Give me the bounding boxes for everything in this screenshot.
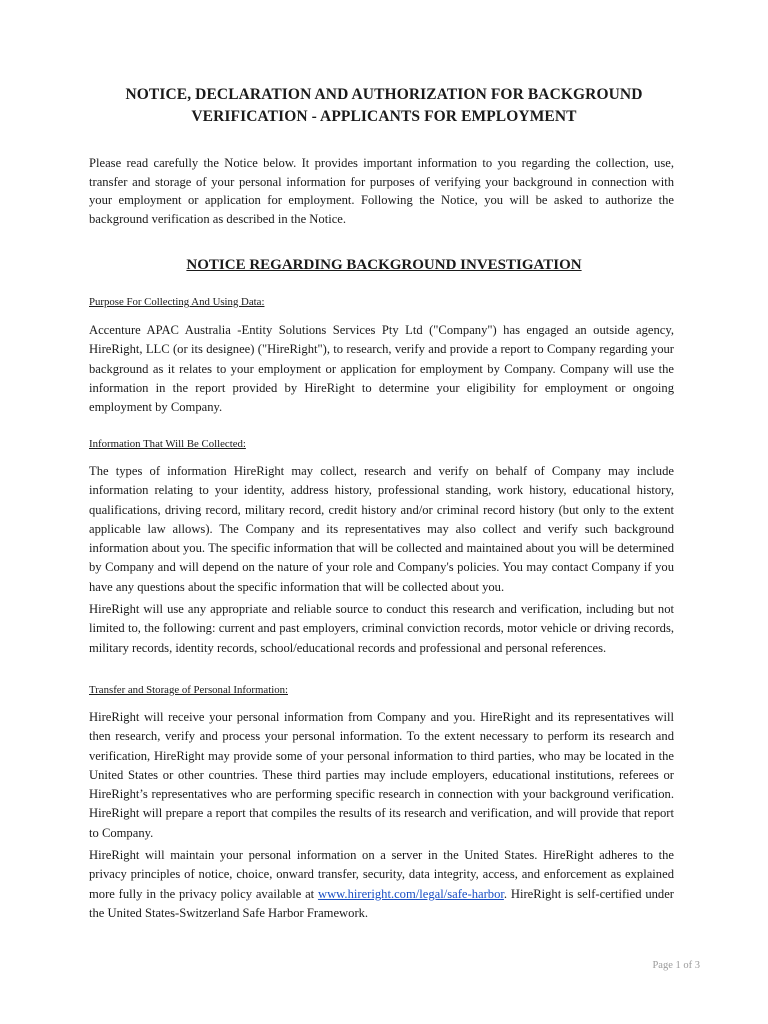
intro-paragraph: Please read carefully the Notice below. It provides important information to you regarding the collection, use, transfer and storage of your personal information for purposes of verifying your background in connection with your employment or application for employment. Following the Notice, you will be asked to authorize the background verification as described in the Notice. xyxy=(89,156,674,227)
purpose-heading: Purpose For Collecting And Using Data: xyxy=(89,296,265,308)
information-collected-heading: Information That Will Be Collected: xyxy=(89,438,246,450)
page-number: Page 1 of 3 xyxy=(652,960,700,971)
purpose-paragraph: Accenture APAC Australia -Entity Solutions Services Pty Ltd ("Company") has engaged an outside agency, HireRight, LLC (or its designee) ("HireRight"), to research, verify and provide a report to Company regarding your background as it relates to your employment or application for employment by Company. Company will use the information in the report provided by HireRight to determine your eligibility for employment or ongoing employment by Company. xyxy=(89,323,674,415)
privacy-paragraph xyxy=(89,846,674,923)
privacy-text-after-link: . HireRight is self-certified under the United States-Switzerland Safe Harbor Framework. xyxy=(89,886,674,920)
sources-paragraph: HireRight will use any appropriate and reliable source to conduct this research and verification, including but not limited to, the following: current and past employers, criminal conviction records, motor vehicle or driving records, military records, identity records, school/educational records and professional and personal references. xyxy=(89,602,674,655)
information-collected-paragraph: The types of information HireRight may collect, research and verify on behalf of Company may include information relating to your identity, address history, professional standing, work history, educational history, qualifications, driving record, military record, credit history and/or criminal record history (but only to the extent applicable law allows). The Company and its representatives may also collect and verify such background information about you. The specific information that will be collected and maintained about you will be determined by Company and will depend on the nature of your role and Company's policies. You may contact Company if you have any questions about the specific information that will be collected about you. xyxy=(89,464,674,594)
transfer-storage-heading: Transfer and Storage of Personal Information: xyxy=(89,684,288,696)
section-heading: NOTICE REGARDING BACKGROUND INVESTIGATION xyxy=(186,257,582,273)
privacy-text-before-link: HireRight will maintain your personal information on a server in the United States. HireRight adheres to the privacy principles of notice, choice, onward transfer, security, data integrity, access, and enforcement as explained more fully in the privacy policy available at xyxy=(89,848,674,901)
document-title-line-2: VERIFICATION - APPLICANTS FOR EMPLOYMENT xyxy=(191,108,577,125)
document-title xyxy=(80,84,688,128)
transfer-paragraph: HireRight will receive your personal information from Company and you. HireRight and its representatives will then research, verify and process your personal information. To the extent necessary to perform its research and verification, HireRight may provide some of your personal information to third parties, who may be located in the United States or other countries. These third parties may include employers, educational institutions, referees or HireRight’s representatives who are performing specific research in connection with your background verification. HireRight will prepare a report that compiles the results of its research and verification, and will provide that report to Company. xyxy=(89,710,674,840)
document-title-line-1: NOTICE, DECLARATION AND AUTHORIZATION FOR BACKGROUND xyxy=(125,86,643,103)
safe-harbor-link[interactable]: www.hireright.com/legal/safe-harbor xyxy=(317,886,504,901)
